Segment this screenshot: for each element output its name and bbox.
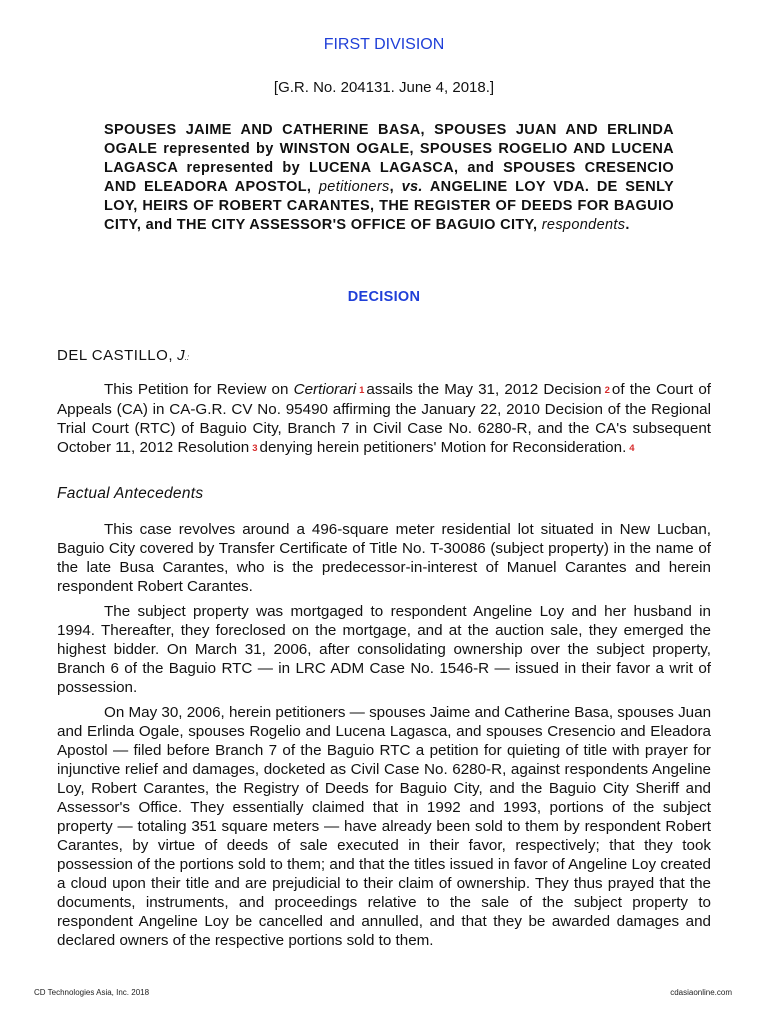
respondents-names: ANGELINE LOY VDA. DE SENLY LOY, HEIRS OF ROBERT CARANTES, THE REGISTER OF DEEDS FOR BAGUIO CITY, and THE CITY ASSESSOR'S OFFICE OF BAGUIO CITY, [104, 179, 674, 233]
ponente-title-suffix: .: [184, 353, 190, 362]
section-heading: Factual Antecedents [57, 485, 204, 502]
respondents-label: respondents [541, 217, 626, 233]
certiorari-term: Certiorari [293, 381, 357, 398]
paragraph-text: denying herein petitioners' Motion for Reconsideration. [259, 439, 627, 456]
footer-copyright: CD Technologies Asia, Inc. 2018 [34, 988, 150, 997]
paragraph-text: of the Court of Appeals (CA) in CA-G.R. CV No. 95490 affirming the January 22, 2010 Decision of the Regional Trial Court (RTC) of Baguio City, Branch 7 in Civil Case No. 6280-R, and the CA's subsequent October 11, 2012 Resolution [57, 381, 711, 456]
paragraph-text: assails the May 31, 2012 Decision [366, 381, 602, 398]
division-heading: FIRST DIVISION [323, 36, 445, 53]
case-parties: SPOUSES JAIME AND CATHERINE BASA, SPOUSES JUAN AND ERLINDA OGALE represented by WINSTON OGALE, SPOUSES ROGELIO AND LUCENA LAGASCA represented by LUCENA LAGASCA, and SPOUSES CRESENCIO AND ELEADORA APOSTOL, petitioners, vs. ANGELINE LOY VDA. DE SENLY LOY, HEIRS OF ROBERT CARANTES, THE REGISTER OF DEEDS FOR BAGUIO CITY, and THE CITY ASSESSOR'S OFFICE OF BAGUIO CITY, respondents. [104, 122, 674, 233]
ponente [57, 347, 189, 364]
paragraph-intro [57, 380, 711, 458]
paragraph-3: On May 30, 2006, herein petitioners — spouses Jaime and Catherine Basa, spouses Juan and Erlinda Ogale, spouses Rogelio and Lucena Lagasca, and spouses Cresencio and Eleadora Apostol — filed before Branch 7 of the Baguio RTC a petition for quieting of title with prayer for injunctive relief and damages, docketed as Civil Case No. 6280-R, against respondents Angeline Loy, Robert Carantes, the Registry of Deeds for Baguio City, and the Baguio City Sheriff and Assessor's Office. They essentially claimed that in 1992 and 1993, portions of the subject property — totaling 351 square meters — have already been sold to them by respondent Robert Carantes, by virtue of deeds of sale executed in their favor, respectively; that they took possession of the portions sold to them; and that the titles issued in favor of Angeline Loy created a cloud upon their title and are prejudicial to their claim of ownership. They thus prayed that the documents, instruments, and proceedings relative to the sale of the subject property to respondent Angeline Loy be cancelled and annulled, and that they be awarded damages and declared owners of the respective portions sold to them. [57, 704, 712, 949]
footer-site[interactable]: cdasiaonline.com [670, 988, 732, 997]
paragraph-2: The subject property was mortgaged to respondent Angeline Loy and her husband in 1994. Thereafter, they foreclosed on the mortgage, and at the auction sale, they emerged the highest bidder. On March 31, 2006, after consolidating ownership over the subject property, Branch 6 of the Baguio RTC — in LRC ADM Case No. 1546-R — issued in their favor a writ of possession. [57, 603, 711, 696]
footnote-link-3[interactable]: 3 [252, 443, 258, 454]
footnote-link-2[interactable]: 2 [604, 385, 610, 396]
petitioners-label: petitioners [318, 179, 390, 195]
versus-label: vs. [401, 179, 423, 195]
paragraph-1: This case revolves around a 496-square meter residential lot situated in New Lucban, Baguio City covered by Transfer Certificate of Title No. T-30086 (subject property) in the name of the late Busa Carantes, who is the predecessor-in-interest of Manuel Carantes and herein respondent Robert Carantes. [57, 521, 711, 595]
petitioners-names: SPOUSES JAIME AND CATHERINE BASA, SPOUSES JUAN AND ERLINDA OGALE represented by WINSTON OGALE, SPOUSES ROGELIO AND LUCENA LAGASCA represented by LUCENA LAGASCA, and SPOUSES CRESENCIO AND ELEADORA APOSTOL, [104, 122, 674, 195]
decision-title: DECISION [347, 289, 421, 305]
footnote-link-4[interactable]: 4 [629, 443, 635, 454]
footnote-link-1[interactable]: 1 [359, 385, 365, 396]
case-number: [G.R. No. 204131. June 4, 2018.] [273, 79, 495, 96]
ponente-name: DEL CASTILLO, [57, 347, 173, 364]
paragraph-text: This Petition for Review on [104, 381, 289, 398]
ponente-title: J [177, 347, 185, 364]
